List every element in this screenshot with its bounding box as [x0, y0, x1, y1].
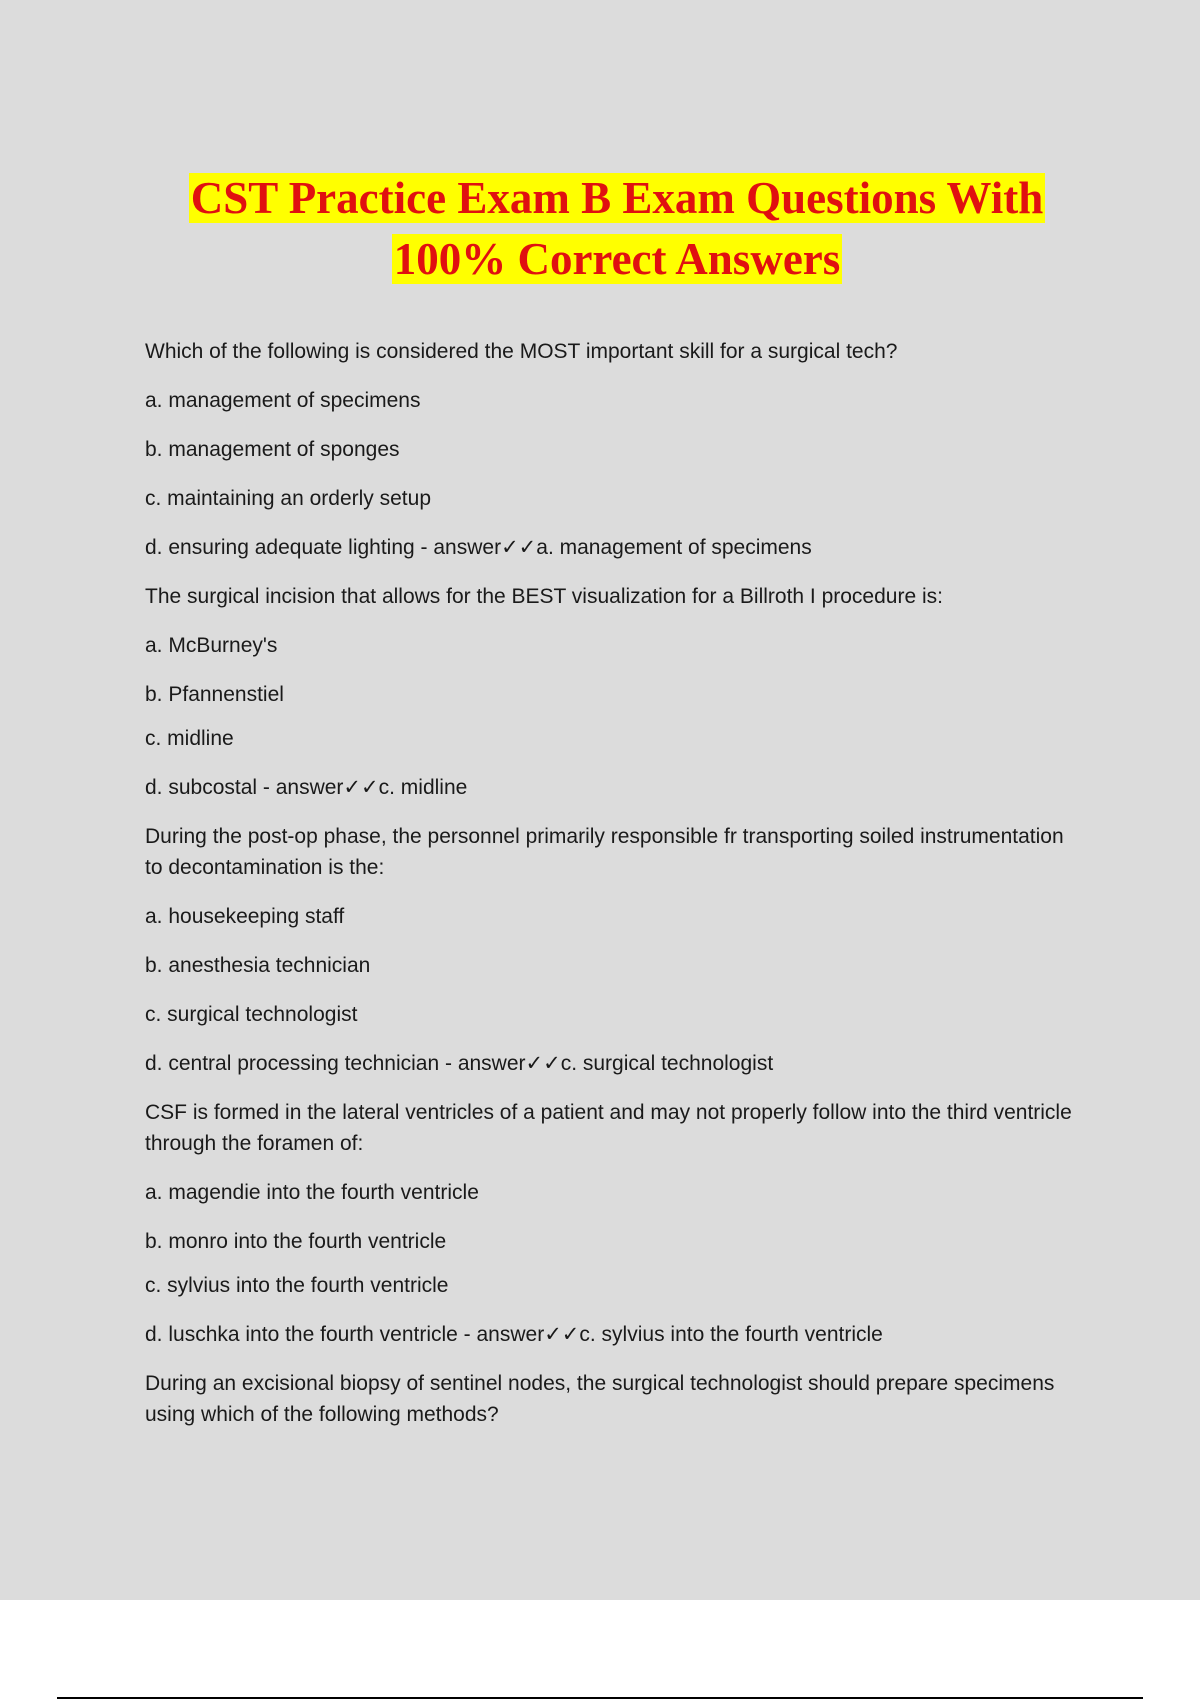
answer-option: a. magendie into the fourth ventricle	[145, 1181, 479, 1204]
answer-option: b. management of sponges	[145, 438, 400, 461]
answer-option: a. management of specimens	[145, 389, 421, 412]
question-list	[145, 336, 1075, 1448]
title-line-1: CST Practice Exam B Exam Questions With	[190, 173, 1044, 223]
answer-option-with-key: d. luschka into the fourth ventricle - answer✓✓c. sylvius into the fourth ventricle	[145, 1323, 883, 1346]
question-text: Which of the following is considered the MOST important skill for a surgical tech?	[145, 340, 898, 363]
answer-option: b. monro into the fourth ventricle	[145, 1230, 447, 1253]
answer-option-with-key: d. subcostal - answer✓✓c. midline	[145, 776, 468, 799]
answer-option: c. maintaining an orderly setup	[145, 487, 431, 510]
question-text: CSF is formed in the lateral ventricles of a patient and may not properly follow into the third ventricle through the foramen of:	[145, 1101, 1072, 1155]
answer-option: a. housekeeping staff	[145, 905, 345, 928]
footer-divider	[57, 1697, 1143, 1699]
answer-option-with-key: d. ensuring adequate lighting - answer✓✓a. management of specimens	[145, 536, 812, 559]
answer-option: c. surgical technologist	[145, 1003, 358, 1026]
answer-option: a. McBurney's	[145, 634, 278, 657]
answer-option: b. Pfannenstiel	[145, 683, 284, 706]
answer-option: c. midline	[145, 727, 234, 750]
answer-option: b. anesthesia technician	[145, 954, 371, 977]
question-text: During an excisional biopsy of sentinel nodes, the surgical technologist should prepare specimens using which of the following methods?	[145, 1372, 1055, 1426]
question-text: During the post-op phase, the personnel primarily responsible fr transporting soiled instrumentation to decontamination is the:	[145, 825, 1064, 879]
question-text: The surgical incision that allows for the BEST visualization for a Billroth I procedure is:	[145, 585, 943, 608]
title-line-2: 100% Correct Answers	[393, 234, 841, 284]
answer-option-with-key: d. central processing technician - answer✓✓c. surgical technologist	[145, 1052, 774, 1075]
document-title	[0, 168, 1200, 290]
answer-option: c. sylvius into the fourth ventricle	[145, 1274, 449, 1297]
